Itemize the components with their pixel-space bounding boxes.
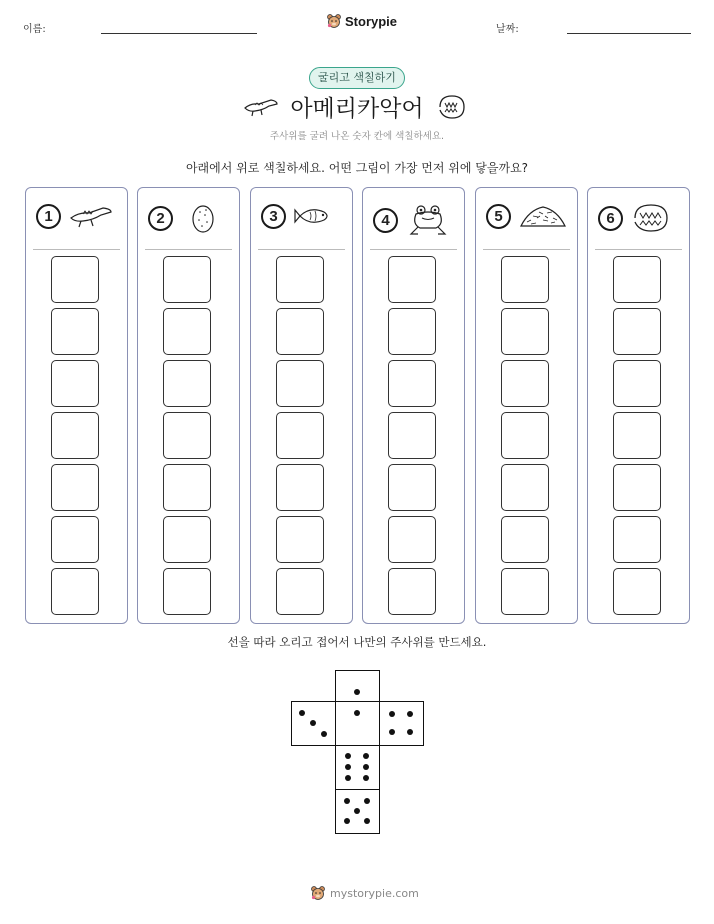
color-cell[interactable] (501, 516, 549, 563)
color-cell[interactable] (613, 360, 661, 407)
dice-pip (363, 753, 369, 759)
race-column-6 (587, 187, 690, 624)
color-cell[interactable] (388, 412, 436, 459)
dice-pip (407, 711, 413, 717)
footer-url[interactable]: mystorypie.com (330, 886, 419, 900)
color-cell[interactable] (613, 568, 661, 615)
column-divider (258, 249, 345, 250)
color-cell[interactable] (51, 360, 99, 407)
color-cell[interactable] (276, 412, 324, 459)
teeth-jaw-icon (437, 93, 467, 121)
dice-pip (299, 710, 305, 716)
color-cell[interactable] (51, 256, 99, 303)
dice-pip (344, 798, 350, 804)
color-cell[interactable] (388, 568, 436, 615)
color-cell[interactable] (388, 308, 436, 355)
dice-pip (345, 753, 351, 759)
column-number: 2 (148, 206, 173, 231)
dice-face-6 (335, 745, 380, 790)
color-cell[interactable] (501, 568, 549, 615)
race-column-1 (25, 187, 128, 624)
dice-pip (354, 710, 360, 716)
race-column-4 (362, 187, 465, 624)
color-cell[interactable] (276, 464, 324, 511)
frog-icon (406, 202, 450, 238)
color-cell[interactable] (276, 256, 324, 303)
color-cell[interactable] (501, 412, 549, 459)
color-cell[interactable] (163, 308, 211, 355)
column-divider (370, 249, 457, 250)
color-cell[interactable] (51, 308, 99, 355)
date-label: 날짜: (496, 24, 519, 35)
dice-face-4 (379, 701, 424, 746)
dice-pip (344, 818, 350, 824)
column-number: 3 (261, 204, 286, 229)
column-divider (483, 249, 570, 250)
egg-icon (181, 202, 225, 234)
color-cell[interactable] (388, 464, 436, 511)
date-line (567, 33, 691, 34)
color-cell[interactable] (388, 256, 436, 303)
dice-pip (389, 711, 395, 717)
dice-pip (363, 764, 369, 770)
color-cell[interactable] (501, 256, 549, 303)
color-cell[interactable] (276, 360, 324, 407)
column-divider (33, 249, 120, 250)
color-cell[interactable] (276, 568, 324, 615)
column-number: 6 (598, 206, 623, 231)
color-cell[interactable] (163, 360, 211, 407)
dice-pip (310, 720, 316, 726)
color-cell[interactable] (276, 516, 324, 563)
dice-face-3 (291, 701, 336, 746)
color-cell[interactable] (163, 464, 211, 511)
color-cell[interactable] (613, 412, 661, 459)
dice-pip (364, 818, 370, 824)
footer (310, 885, 419, 901)
dice-face-5 (335, 789, 380, 834)
color-cell[interactable] (276, 308, 324, 355)
storypie-logo (326, 13, 397, 29)
color-cell[interactable] (613, 256, 661, 303)
column-divider (595, 249, 682, 250)
color-cell[interactable] (613, 308, 661, 355)
color-cell[interactable] (613, 516, 661, 563)
fish-icon (294, 202, 338, 230)
column-number: 4 (373, 208, 398, 233)
color-cell[interactable] (501, 360, 549, 407)
column-divider (145, 249, 232, 250)
dice-pip (345, 764, 351, 770)
bear-mascot-icon (326, 13, 342, 29)
race-column-5 (475, 187, 578, 624)
logo-text: Storypie (345, 13, 398, 29)
color-cell[interactable] (51, 516, 99, 563)
name-label: 이름: (23, 24, 46, 35)
alligator-icon (69, 202, 113, 230)
color-cell[interactable] (163, 516, 211, 563)
mud-mound-nest-icon (519, 202, 567, 230)
dice-pip (407, 729, 413, 735)
column-number: 1 (36, 204, 61, 229)
color-cell[interactable] (501, 464, 549, 511)
dice-pip (389, 729, 395, 735)
dice-pip (354, 808, 360, 814)
dice-pip (363, 775, 369, 781)
page-subtitle: 주사위를 굴려 나온 숫자 칸에 색칠하세요. (269, 131, 445, 142)
color-cell[interactable] (51, 464, 99, 511)
color-cell[interactable] (388, 516, 436, 563)
color-cell[interactable] (613, 464, 661, 511)
dice-pip (364, 798, 370, 804)
race-column-3 (250, 187, 353, 624)
race-column-2 (137, 187, 240, 624)
cut-instruction: 선을 따라 오리고 접어서 나만의 주사위를 만드세요. (227, 635, 487, 649)
bear-mascot-icon (310, 885, 326, 901)
color-cell[interactable] (51, 568, 99, 615)
color-cell[interactable] (501, 308, 549, 355)
color-cell[interactable] (163, 412, 211, 459)
instruction-text: 아래에서 위로 색칠하세요. 어떤 그림이 가장 먼저 위에 닿을까요? (185, 161, 529, 175)
color-cell[interactable] (388, 360, 436, 407)
column-number: 5 (486, 204, 511, 229)
dice-pip (321, 731, 327, 737)
dice-face-center (335, 701, 380, 746)
dice-pip (354, 689, 360, 695)
color-cell[interactable] (163, 256, 211, 303)
color-cell[interactable] (51, 412, 99, 459)
name-line (101, 33, 257, 34)
color-cell[interactable] (163, 568, 211, 615)
teeth-jaw-icon (631, 202, 671, 234)
dice-pip (345, 775, 351, 781)
activity-badge: 굴리고 색칠하기 (309, 67, 405, 89)
page-title: 아메리카악어 (290, 96, 424, 122)
